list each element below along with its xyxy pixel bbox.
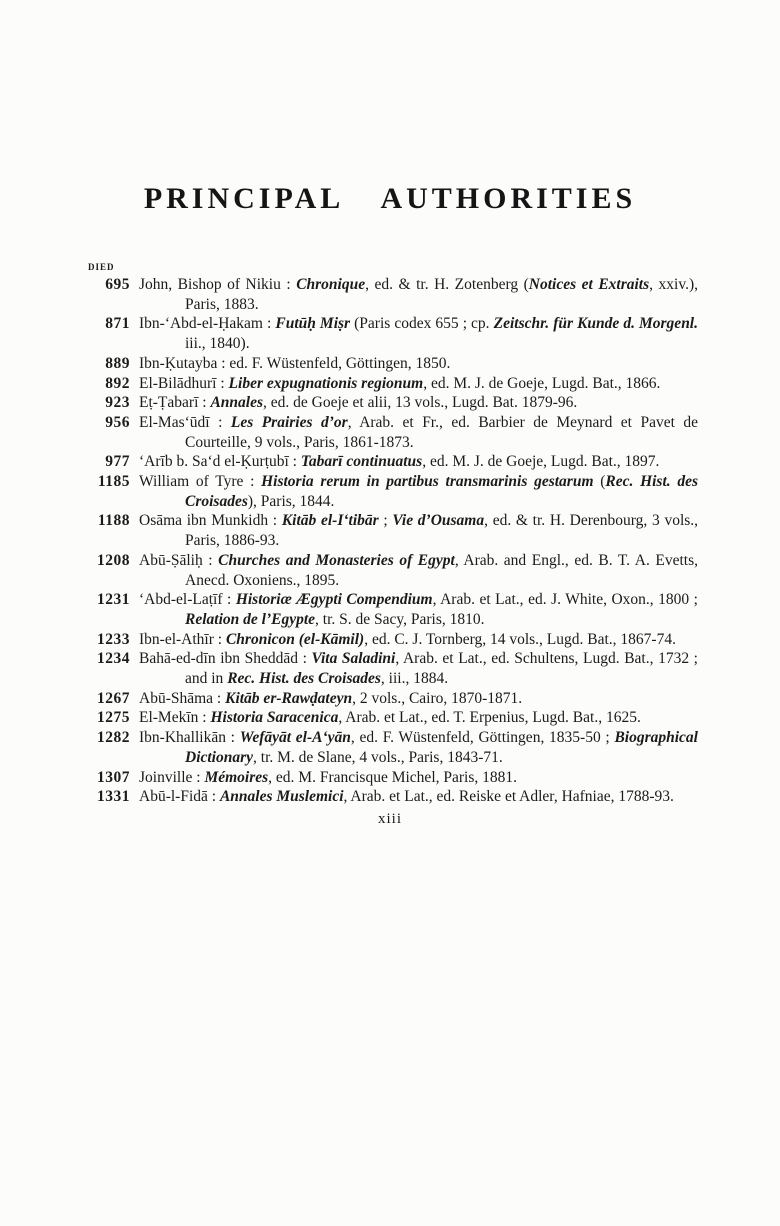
work-title: Historia Saracenica	[210, 709, 339, 727]
entry-text	[139, 394, 577, 411]
death-year: 889	[105, 354, 130, 372]
entry-text	[139, 552, 698, 589]
entry-text-run: Ibn-ʻAbd-el-Ḥakam :	[139, 315, 276, 333]
entry-text-run: , ed. M. J. de Goeje, Lugd. Bat., 1866.	[423, 374, 661, 392]
death-year: 977	[105, 453, 130, 471]
death-year: 1234	[97, 650, 130, 668]
entry-text-run: ʻArīb b. Saʻd el-Ḳurṭubī :	[139, 453, 301, 471]
death-year: 956	[105, 413, 130, 431]
bibliography-entry	[97, 590, 698, 629]
bibliography-entry	[105, 393, 698, 413]
bibliography-entry	[105, 452, 698, 472]
entry-text-run: ), Paris, 1844.	[247, 492, 335, 510]
work-title: Wefāyāt el-Aʻyān	[239, 729, 351, 747]
death-year: 1307	[97, 768, 130, 786]
entry-text-run: Osāma ibn Munkidh :	[139, 512, 282, 530]
entry-text	[139, 709, 641, 726]
entry-text-run: , ed. & tr. H. Zotenberg (	[365, 276, 529, 293]
entry-text	[139, 631, 676, 648]
bibliography-entry	[97, 787, 698, 807]
work-title: Mémoires	[204, 768, 269, 786]
entry-text-run: Abū-Shāma :	[139, 689, 226, 707]
death-year: 1208	[97, 551, 130, 569]
entry-text	[139, 591, 698, 628]
entry-text-run: , Arab. et Fr., ed. Barbier de Meynard et Pavet de Courteille, 9 vols., Paris, 1861-1873.	[185, 413, 699, 451]
work-title: Vie d’Ousama	[392, 512, 485, 530]
work-title: Rec. Hist. des Croisades	[185, 473, 699, 510]
death-year: 1185	[97, 473, 130, 491]
work-title: Annales Muslemici	[219, 788, 344, 806]
bibliography-entry	[97, 551, 698, 590]
entry-text-run: Bahā-ed-dīn ibn Sheddād :	[139, 650, 312, 668]
entry-text-run: , Arab. and Engl., ed. B. T. A. Evetts, Anecd. Oxoniens., 1895.	[185, 551, 698, 589]
entry-text	[139, 512, 698, 549]
entry-text-run: Eṭ-Ṭabarī :	[139, 394, 211, 412]
work-title: Zeitschr. für Kunde d. Morgenl.	[493, 315, 698, 333]
entry-text	[139, 788, 674, 805]
death-year: 1188	[97, 512, 130, 530]
death-year: 871	[105, 315, 130, 333]
work-title: Historia rerum in partibus transmarinis gestarum	[261, 473, 594, 491]
entry-text	[139, 769, 517, 786]
death-year: 1275	[97, 709, 130, 727]
entry-text-run: , Arab. et Lat., ed. T. Erpenius, Lugd. Bat., 1625.	[338, 709, 641, 727]
entry-text-run: , Arab. et Lat., ed. Reiske et Adler, Hafniae, 1788-93.	[343, 788, 674, 806]
entry-text-run: ;	[378, 512, 393, 530]
bibliography-entry	[105, 275, 699, 314]
work-title: Chronicon (el-Kāmil)	[225, 630, 365, 648]
bibliography-entry	[105, 413, 699, 452]
entry-text	[139, 355, 450, 372]
work-title: Historiæ Ægypti Compendium	[235, 591, 433, 609]
death-year: 1231	[97, 591, 130, 609]
work-title: Les Prairies d’or	[230, 413, 348, 431]
entry-text	[139, 375, 660, 392]
entry-text	[139, 729, 698, 766]
work-title: Churches and Monasteries of Egypt	[218, 551, 455, 569]
entry-text-run: , tr. S. de Sacy, Paris, 1810.	[315, 610, 485, 628]
entry-text-run: Joinville :	[139, 768, 205, 786]
page-title: PRINCIPAL AUTHORITIES	[143, 182, 637, 215]
death-year: 695	[105, 276, 130, 293]
entry-text-run: , ed. F. Wüstenfeld, Göttingen, 1835-50 ;	[350, 729, 615, 747]
entry-text-run: El-Bilādhurī :	[139, 374, 229, 392]
work-title: Notices et Extraits	[528, 276, 650, 293]
bibliography-entry	[97, 511, 699, 550]
entry-text-run: Ibn-Khallikān :	[139, 729, 240, 747]
entry-text	[139, 276, 698, 313]
death-year: 1267	[97, 689, 130, 707]
death-year: 1331	[97, 788, 130, 806]
entry-text-run: , Arab. et Lat., ed. Schultens, Lugd. Bat., 1732 ; and in	[185, 650, 698, 688]
entry-text	[139, 650, 698, 687]
work-title: Tabarī continuatus	[300, 453, 423, 471]
entry-text-run: (	[593, 473, 606, 491]
work-title: Biographical Dictionary	[185, 729, 698, 766]
entry-text-run: , ed. & tr. H. Derenbourg, 3 vols., Paris, 1886-93.	[185, 512, 699, 550]
bibliography-entry	[97, 708, 698, 728]
entry-text-run: , Arab. et Lat., ed. J. White, Oxon., 1800 ;	[432, 591, 698, 609]
entry-text-run: , xxiv.), Paris, 1883.	[185, 276, 699, 313]
bibliography-entry	[97, 768, 698, 788]
entry-text	[139, 453, 659, 470]
work-title: Relation de l’Egypte	[185, 610, 316, 628]
bibliography-entry	[105, 354, 698, 374]
entry-text-run: , 2 vols., Cairo, 1870-1871.	[352, 689, 523, 707]
entry-text-run: Abū-Ṣāliḥ :	[139, 551, 219, 569]
death-year: 1233	[97, 630, 130, 648]
bibliography-entry	[97, 649, 698, 688]
death-year: 1282	[97, 729, 130, 747]
entry-text-run: William of Tyre :	[139, 473, 262, 491]
work-title: Liber expugnationis regionum	[228, 374, 424, 392]
page-number: xiii	[377, 810, 402, 827]
entry-text-run: iii., 1840).	[185, 335, 250, 353]
entry-text-run: Ibn-el-Athīr :	[139, 630, 226, 648]
bibliography-entry	[97, 630, 698, 650]
died-column-header: DIED	[88, 262, 115, 272]
entry-text-run: Ibn-Ḳutayba : ed. F. Wüstenfeld, Göttingen, 1850.	[139, 354, 451, 372]
bibliography-entry	[97, 689, 698, 709]
entry-text-run: El-Masʻūdī :	[139, 413, 231, 431]
entry-text-run: ʻAbd-el-Laṭīf :	[139, 591, 236, 609]
bibliography-entry	[97, 728, 698, 767]
entry-text	[139, 315, 698, 352]
work-title: Rec. Hist. des Croisades	[227, 670, 381, 688]
work-title: Kitāb el-Iʻtibār	[281, 512, 379, 530]
work-title: Annales	[210, 394, 264, 412]
entry-text-run: El-Mekīn :	[139, 709, 211, 727]
bibliography-entry	[97, 472, 699, 511]
death-year: 923	[105, 394, 130, 412]
entry-text	[139, 473, 698, 510]
entry-text-run: John, Bishop of Nikiu :	[139, 276, 297, 293]
death-year: 892	[105, 374, 130, 392]
entry-text-run: , ed. M. Francisque Michel, Paris, 1881.	[268, 768, 517, 786]
entry-text-run: , iii., 1884.	[380, 670, 449, 688]
bibliography-entry	[105, 374, 698, 394]
entry-text-run: , tr. M. de Slane, 4 vols., Paris, 1843-71.	[253, 748, 503, 766]
entry-text-run: , ed. C. J. Tornberg, 14 vols., Lugd. Bat., 1867-74.	[364, 630, 676, 648]
entry-text	[139, 414, 698, 451]
bibliography-entry	[105, 314, 698, 353]
entry-text-run: , ed. de Goeje et alii, 13 vols., Lugd. Bat. 1879-96.	[263, 394, 578, 412]
work-title: Futūḥ Miṣr	[275, 315, 351, 333]
entry-text-run: Abū-l-Fidā :	[139, 788, 220, 806]
work-title: Kitāb er-Rawḍateyn	[225, 689, 353, 707]
entry-text-run: (Paris codex 655 ; cp.	[350, 315, 494, 333]
entry-text-run: , ed. M. J. de Goeje, Lugd. Bat., 1897.	[422, 453, 660, 471]
authorities-list	[0, 275, 780, 807]
work-title: Vita Saladini	[311, 650, 396, 668]
entry-text	[139, 690, 522, 707]
work-title: Chronique	[296, 276, 366, 293]
